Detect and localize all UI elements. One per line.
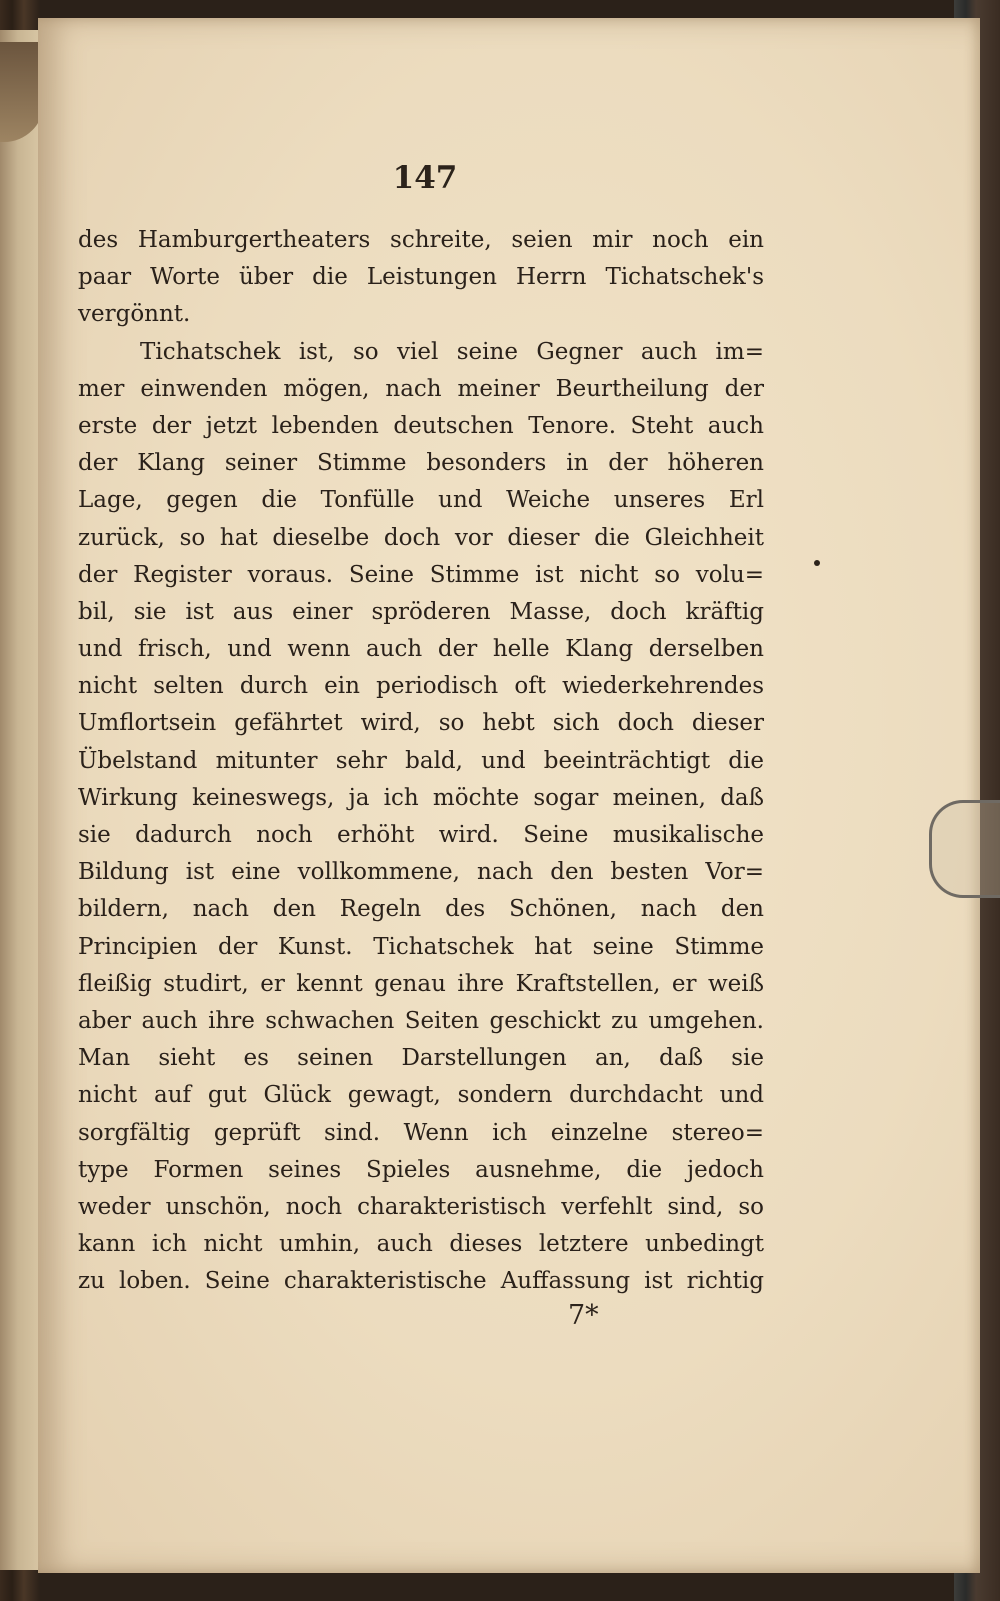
text-line: mer einwenden mögen, nach meiner Beurtheilung der (78, 375, 764, 402)
text-line: kann ich nicht umhin, auch dieses letztere unbedingt (78, 1231, 764, 1258)
text-line: zurück, so hat dieselbe doch vor dieser die Gleichheit (78, 524, 764, 551)
text-line: der Klang seiner Stimme besonders in der höheren (78, 450, 764, 477)
text-line: zu loben. Seine charakteristische Auffassung ist richtig (78, 1268, 764, 1295)
text-line: weder unschön, noch charakteristisch verfehlt sind, so (78, 1193, 764, 1220)
ink-speck (814, 560, 820, 566)
text-line: nicht selten durch ein periodisch oft wiederkehrendes (78, 673, 764, 700)
text-line: Wirkung keineswegs, ja ich möchte sogar meinen, daß (78, 784, 764, 811)
body-text (78, 222, 764, 1300)
text-line: Principien der Kunst. Tichatschek hat seine Stimme (78, 933, 764, 960)
text-line: bildern, nach den Regeln des Schönen, nach den (78, 896, 764, 923)
text-line: des Hamburgertheaters schreite, seien mir noch ein (78, 227, 764, 253)
text-line: type Formen seines Spieles ausnehme, die jedoch (78, 1156, 764, 1183)
text-line: Bildung ist eine vollkommene, nach den besten Vor= (78, 859, 764, 886)
text-line: fleißig studirt, er kennt genau ihre Kraftstellen, er weiß (78, 970, 764, 997)
text-line: aber auch ihre schwachen Seiten geschickt zu umgehen. (78, 1007, 764, 1034)
text-line: bil, sie ist aus einer spröderen Masse, doch kräftig (78, 598, 764, 625)
signature-mark: 7* (568, 1300, 599, 1331)
text-line: Tichatschek ist, so viel seine Gegner auch im= (140, 338, 764, 365)
text-line: der Register voraus. Seine Stimme ist nicht so volu= (78, 561, 764, 588)
text-line: Umflortsein gefährtet wird, so hebt sich doch dieser (78, 710, 764, 737)
bookmark-clip (929, 800, 1000, 898)
text-line: vergönnt. (78, 301, 191, 328)
text-line: erste der jetzt lebenden deutschen Tenore. Steht auch (78, 412, 764, 439)
text-line: und frisch, und wenn auch der helle Klang derselben (78, 636, 764, 663)
text-line: Man sieht es seinen Darstellungen an, daß sie (78, 1045, 764, 1072)
text-line: Übelstand mitunter sehr bald, und beeinträchtigt die (78, 747, 764, 774)
text-line: paar Worte über die Leistungen Herrn Tichatschek's (78, 264, 764, 291)
text-line: sorgfältig geprüft sind. Wenn ich einzelne stereo= (78, 1119, 764, 1146)
text-line: nicht auf gut Glück gewagt, sondern durchdacht und (78, 1082, 764, 1109)
text-line: sie dadurch noch erhöht wird. Seine musikalische (78, 822, 764, 848)
text-line: Lage, gegen die Tonfülle und Weiche unseres Erl (78, 487, 764, 514)
page-number: 147 (392, 160, 458, 196)
